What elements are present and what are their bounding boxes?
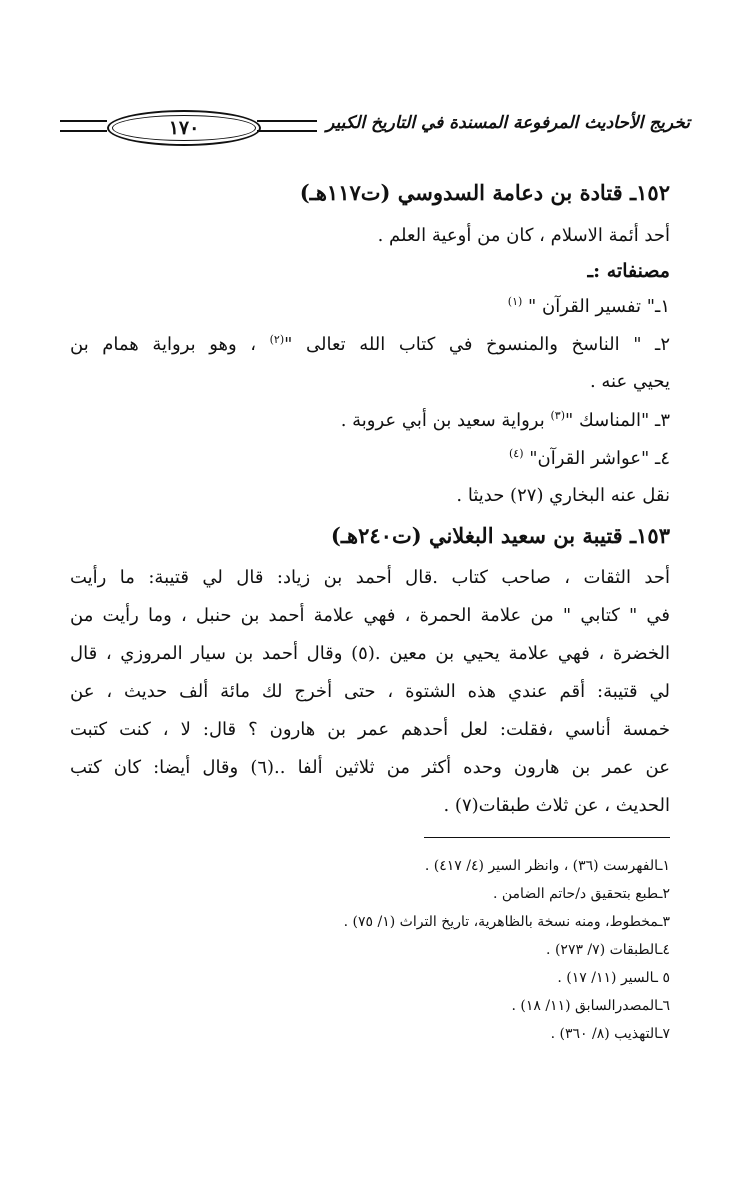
footnote-ref-4: (٤): [509, 447, 524, 460]
header-rule-left-top: [60, 120, 107, 122]
entry-153-line-4: لي قتيبة: أقم عندي هذه الشتوة ، حتى أخرج لك مائة ألف حديث ، عن: [70, 681, 670, 702]
entry-heading-153: ١٥٣ـ قتيبة بن سعيد البغلاني (ت٢٤٠هـ): [330, 523, 670, 548]
footnote-ref-1: (١): [507, 295, 523, 308]
footnote-7: ٧ـالتهذيب (٨/ ٣٦٠) .: [550, 1026, 670, 1042]
footnote-ref-2: (٢): [269, 333, 285, 346]
work-item-3: ٣ـ "المناسك "$^{(٣)}$ برواية سعيد بن أبي عروبة .: [340, 409, 670, 431]
entry-153-line-1: أحد الثقات ، صاحب كتاب .قال أحمد بن زياد: قال لي قتيبة: ما رأيت: [70, 567, 670, 588]
entry-153-line-2: في " كتابي " من علامة الحمرة ، فهي علامة أحمد بن حنبل ، وما رأيت من: [70, 605, 670, 626]
running-title: تخريج الأحاديث المرفوعة المسندة في التاريخ الكبير: [326, 113, 690, 133]
running-header: [60, 108, 690, 148]
entry-153-line-5: خمسة أناسي ،فقلت: لعل أحدهم عمر بن هارون ؟ قال: لا ، كنت كتبت: [70, 719, 670, 740]
footnote-separator: [424, 837, 670, 838]
footnote-1: ١ـالفهرست (٣٦) ، وانظر السير (٤/ ٤١٧) .: [424, 858, 670, 874]
footnote-3: ٣ـمخطوط، ومنه نسخة بالظاهرية، تاريخ التراث (١/ ٧٥) .: [343, 914, 670, 930]
work-item-1: ١ـ" تفسير القرآن " $^{(١)}$: [507, 295, 670, 317]
footnote-6: ٦ـالمصدرالسابق (١١/ ١٨) .: [511, 998, 670, 1014]
footnote-2: ٢ـطبع بتحقيق د/حاتم الضامن .: [493, 886, 670, 902]
page-number-badge: [107, 110, 261, 146]
footnote-4: ٤ـالطبقات (٧/ ٢٧٣) .: [546, 942, 670, 958]
entry-heading-152: ١٥٢ـ قتادة بن دعامة السدوسي (ت١١٧هـ): [299, 180, 670, 205]
page-number: ١٧٠: [168, 117, 200, 139]
entry-153-line-3: الخضرة ، فهي علامة يحيي بن معين .(٥) وقال أحمد بن سيار المروزي ، قال: [70, 643, 671, 664]
entry-152-closing: نقل عنه البخاري (٢٧) حديثا .: [456, 485, 670, 506]
work-item-2: ٢ـ " الناسخ والمنسوخ في كتاب الله تعالى "$^{(٢)}$ ، وهو برواية همام بن: [70, 333, 670, 355]
entry-153-line-7: الحديث ، عن ثلاث طبقات(٧) .: [443, 795, 670, 816]
header-rule-mid-top: [257, 120, 317, 122]
footnote-ref-3: (٣): [550, 409, 565, 422]
header-rule-left-bottom: [60, 130, 107, 132]
footnote-5: ٥ ـالسير (١١/ ١٧) .: [557, 970, 670, 986]
work-item-4: ٤ـ "عواشر القرآن" $^{(٤)}$: [509, 447, 670, 469]
work-item-2-cont: يحيي عنه .: [589, 371, 670, 392]
entry-153-line-6: عن عمر بن هارون وحده أكثر من ثلاثين ألفا ..(٦) وقال أيضا: كان كتب: [70, 757, 671, 778]
entry-152-intro: أحد أئمة الاسلام ، كان من أوعية العلم .: [377, 225, 670, 246]
header-rule-mid-bottom: [257, 130, 317, 132]
works-title: مصنفاته :ـ: [587, 260, 670, 282]
